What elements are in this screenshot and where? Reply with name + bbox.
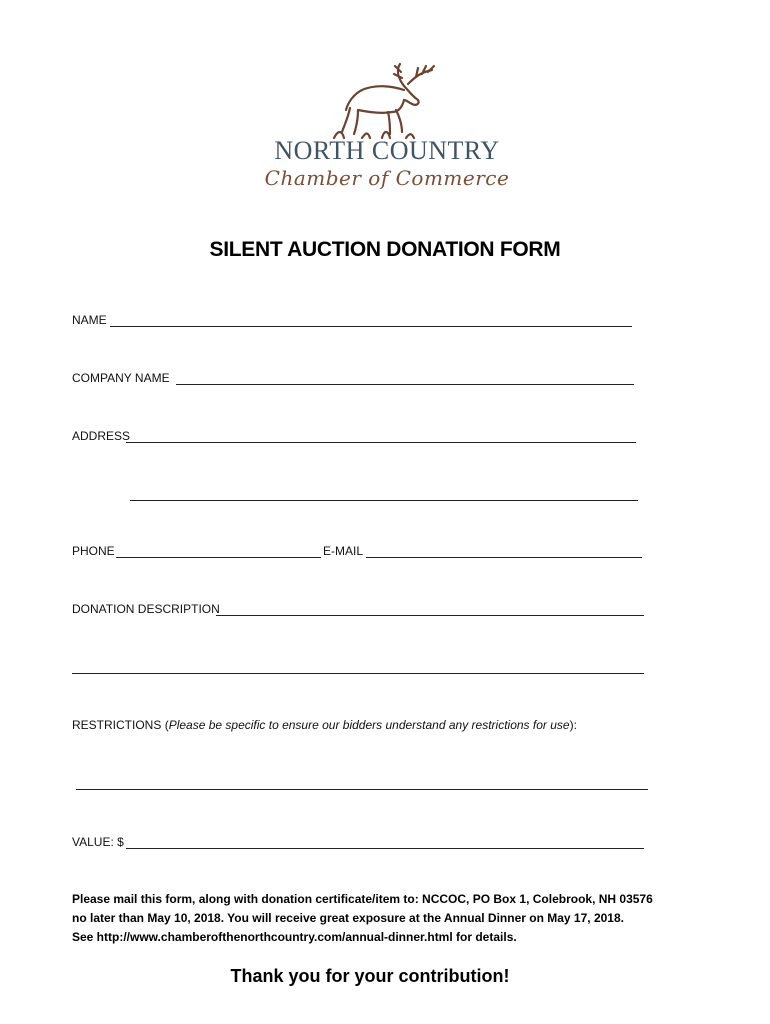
restrictions-note: Please be specific to ensure our bidders understand any restrictions for use: [168, 718, 570, 732]
restrictions-field[interactable]: [76, 789, 648, 790]
address-field-line1[interactable]: [126, 442, 636, 443]
email-label: E-MAIL: [323, 544, 364, 558]
logo-subtitle: Chamber of Commerce: [264, 166, 510, 190]
logo-title: NORTH COUNTRY: [274, 136, 500, 165]
email-field[interactable]: [366, 557, 642, 558]
phone-label: PHONE: [72, 544, 115, 558]
donation-field-line2[interactable]: [72, 673, 644, 674]
moose-icon: [332, 60, 442, 140]
company-label: COMPANY NAME: [72, 371, 170, 385]
restrictions-paren-close: ):: [569, 718, 577, 732]
value-label: VALUE: $: [72, 835, 124, 849]
instructions-line1: Please mail this form, along with donation certificate/item to: NCCOC, PO Box 1, Colebrook, NH 03576: [72, 892, 653, 906]
form-title: SILENT AUCTION DONATION FORM: [209, 238, 561, 261]
restrictions-paren-open: (: [164, 718, 169, 732]
thank-you-message: Thank you for your contribution!: [230, 966, 510, 986]
mailing-instructions: [72, 890, 682, 947]
restrictions-label: RESTRICTIONS: [72, 718, 162, 732]
name-field[interactable]: [110, 326, 632, 327]
address-label: ADDRESS: [72, 429, 131, 443]
donation-field-line1[interactable]: [216, 615, 644, 616]
instructions-line3: See http://www.chamberofthenorthcountry.com/annual-dinner.html for details.: [72, 930, 517, 944]
address-field-line2[interactable]: [130, 500, 638, 501]
chamber-logo: [262, 60, 512, 200]
name-label: NAME: [72, 313, 107, 327]
company-field[interactable]: [176, 384, 634, 385]
instructions-line2: no later than May 10, 2018. You will receive great exposure at the Annual Dinner on May 17, 2018.: [72, 911, 624, 925]
phone-field[interactable]: [116, 557, 321, 558]
donation-label: DONATION DESCRIPTION: [72, 602, 220, 616]
restrictions-label-row: [72, 717, 577, 733]
value-field[interactable]: [126, 848, 644, 849]
